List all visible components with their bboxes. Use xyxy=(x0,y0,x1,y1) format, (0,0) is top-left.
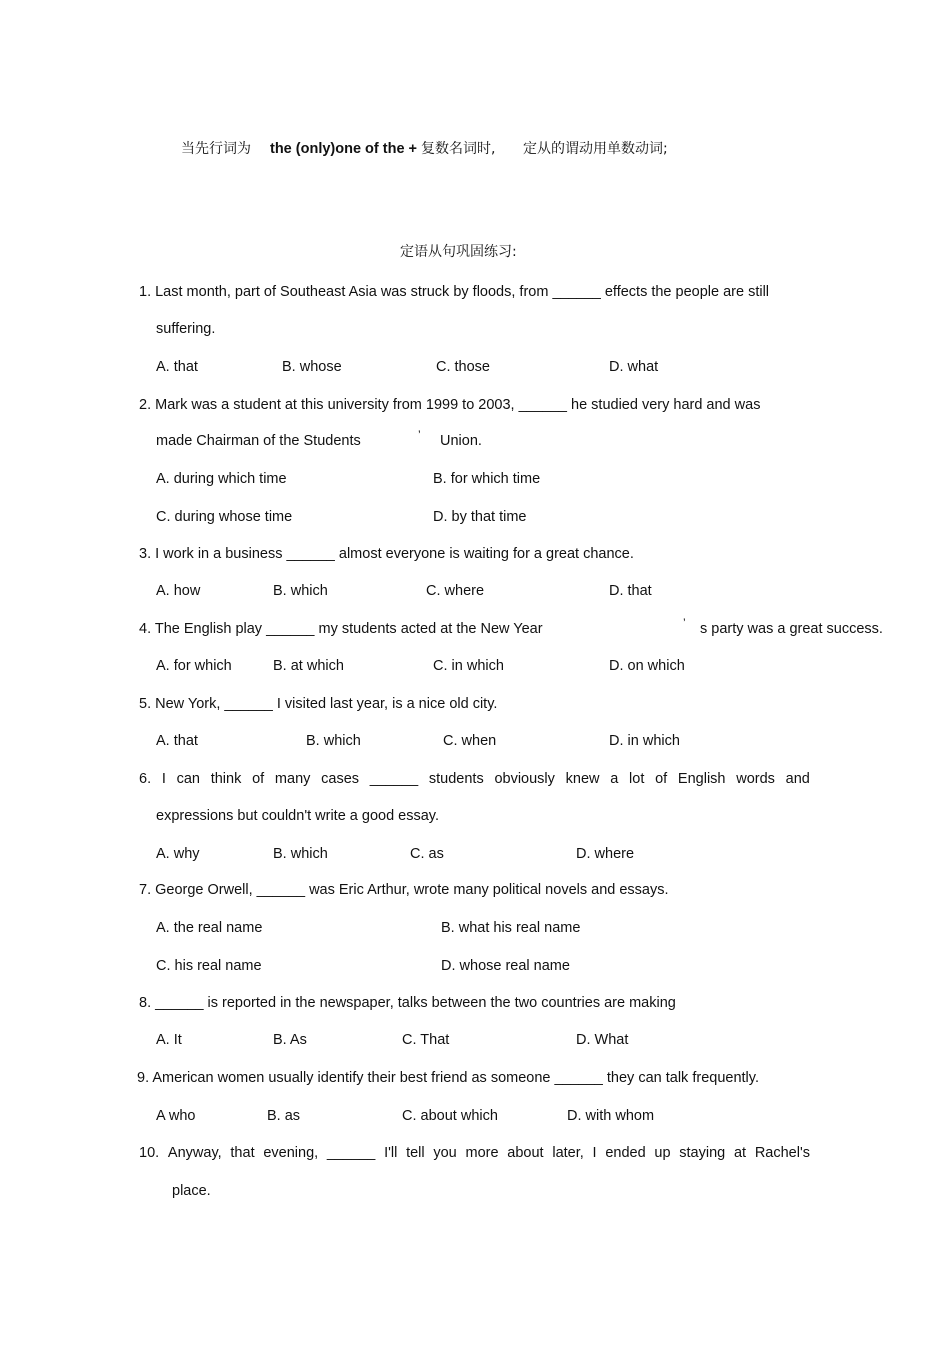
question-2-stem-cont-a: made Chairman of the Students xyxy=(156,433,361,449)
question-2-option-a: A. during which time xyxy=(156,471,287,487)
question-5-option-b: B. which xyxy=(306,733,361,749)
stem-word: obviously xyxy=(494,771,555,787)
question-2-option-d: D. by that time xyxy=(433,509,527,525)
question-3-stem: 3. I work in a business ______ almost everyone is waiting for a great chance. xyxy=(139,546,634,562)
note-bold-phrase: the (only)one of the + xyxy=(270,141,418,157)
question-6-option-a: A. why xyxy=(156,846,200,862)
question-6-option-d: D. where xyxy=(576,846,635,862)
stem-word: more xyxy=(465,1145,499,1161)
section-title: 定语从句巩固练习: xyxy=(400,244,517,260)
stem-word: knew xyxy=(565,771,600,787)
stem-word: English xyxy=(677,771,726,787)
question-4-stem-a: 4. The English play ______ my students acted at the New Year xyxy=(139,621,543,637)
note-rule: 定从的谓动用单数动词; xyxy=(523,141,668,157)
question-8-stem: 8. ______ is reported in the newspaper, talks between the two countries are making xyxy=(139,995,676,1011)
stem-word: students xyxy=(428,771,484,787)
stem-word: 6. xyxy=(139,771,152,787)
question-2-option-c: C. during whose time xyxy=(156,509,293,525)
question-4-option-c: C. in which xyxy=(433,658,504,674)
question-10-stem xyxy=(139,1144,810,1162)
stem-word: of xyxy=(252,771,265,787)
stem-word: evening, xyxy=(263,1145,319,1161)
stem-word: tell xyxy=(406,1145,425,1161)
question-4-option-b: B. at which xyxy=(273,658,344,674)
stem-word: up xyxy=(654,1145,671,1161)
stem-word: Rachel's xyxy=(754,1145,810,1161)
question-5-stem: 5. New York, ______ I visited last year, is a nice old city. xyxy=(139,696,498,712)
question-1-option-a: A. that xyxy=(156,359,198,375)
question-1-stem-cont: suffering. xyxy=(156,321,216,337)
question-1-option-b: B. whose xyxy=(282,359,342,375)
note-prefix: 当先行词为 xyxy=(181,141,251,157)
stem-word: I'll xyxy=(384,1145,398,1161)
question-1-stem: 1. Last month, part of Southeast Asia was struck by floods, from ______ effects the people are still xyxy=(139,284,770,300)
stem-word: many xyxy=(274,771,311,787)
question-7-option-d: D. whose real name xyxy=(441,958,570,974)
question-1-option-d: D. what xyxy=(609,359,659,375)
stem-word: at xyxy=(733,1145,747,1161)
stem-word: a xyxy=(610,771,619,787)
stem-word: can xyxy=(176,771,200,787)
question-7-option-b: B. what his real name xyxy=(441,920,581,936)
stem-word: 10. xyxy=(139,1145,160,1161)
question-2-apostrophe: ’ xyxy=(418,428,421,442)
question-2-stem: 2. Mark was a student at this university from 1999 to 2003, ______ he studied very hard and was xyxy=(139,397,761,413)
stem-word: about xyxy=(507,1145,544,1161)
question-8-option-d: D. What xyxy=(576,1032,629,1048)
question-3-option-d: D. that xyxy=(609,583,652,599)
stem-word: ended xyxy=(605,1145,646,1161)
question-6-option-c: C. as xyxy=(410,846,444,862)
question-6-stem xyxy=(139,770,810,788)
question-8-option-a: A. It xyxy=(156,1032,182,1048)
stem-word: you xyxy=(433,1145,457,1161)
note-suffix: 复数名词时, xyxy=(421,141,496,157)
question-9-option-c: C. about which xyxy=(402,1108,498,1124)
stem-word: words xyxy=(736,771,775,787)
question-2-option-b: B. for which time xyxy=(433,471,541,487)
question-5-option-a: A. that xyxy=(156,733,198,749)
stem-word: think xyxy=(210,771,242,787)
question-4-option-a: A. for which xyxy=(156,658,232,674)
question-3-option-b: B. which xyxy=(273,583,328,599)
question-4-apostrophe: ’ xyxy=(683,616,686,630)
question-3-option-a: A. how xyxy=(156,583,201,599)
question-5-option-c: C. when xyxy=(443,733,497,749)
stem-word: I xyxy=(161,771,166,787)
question-7-option-c: C. his real name xyxy=(156,958,262,974)
stem-word: and xyxy=(785,771,810,787)
question-6-option-b: B. which xyxy=(273,846,328,862)
stem-word: of xyxy=(655,771,668,787)
question-8-option-c: C. That xyxy=(402,1032,450,1048)
stem-word: I xyxy=(592,1145,597,1161)
question-3-option-c: C. where xyxy=(426,583,485,599)
question-4-option-d: D. on which xyxy=(609,658,685,674)
question-7-option-a: A. the real name xyxy=(156,920,263,936)
question-9-option-d: D. with whom xyxy=(567,1108,655,1124)
stem-blank: ______ xyxy=(369,771,419,787)
question-1-option-c: C. those xyxy=(436,359,490,375)
stem-word: lot xyxy=(629,771,645,787)
stem-word: cases xyxy=(321,771,360,787)
stem-word: Anyway, xyxy=(167,1145,222,1161)
question-9-option-b: B. as xyxy=(267,1108,301,1124)
question-2-stem-cont-b: Union. xyxy=(440,433,482,449)
stem-word: later, xyxy=(552,1145,584,1161)
question-9-option-a: A who xyxy=(156,1108,196,1124)
question-6-stem-cont: expressions but couldn't write a good essay. xyxy=(156,808,439,824)
question-10-stem-cont: place. xyxy=(172,1183,211,1199)
stem-blank: ______ xyxy=(326,1145,376,1161)
stem-word: that xyxy=(230,1145,255,1161)
question-8-option-b: B. As xyxy=(273,1032,307,1048)
question-5-option-d: D. in which xyxy=(609,733,680,749)
question-9-stem: 9. American women usually identify their best friend as someone ______ they can talk frequently. xyxy=(137,1070,759,1086)
question-4-stem-b: s party was a great success. xyxy=(700,621,883,637)
stem-word: staying xyxy=(679,1145,726,1161)
question-7-stem: 7. George Orwell, ______ was Eric Arthur, wrote many political novels and essays. xyxy=(139,882,669,898)
